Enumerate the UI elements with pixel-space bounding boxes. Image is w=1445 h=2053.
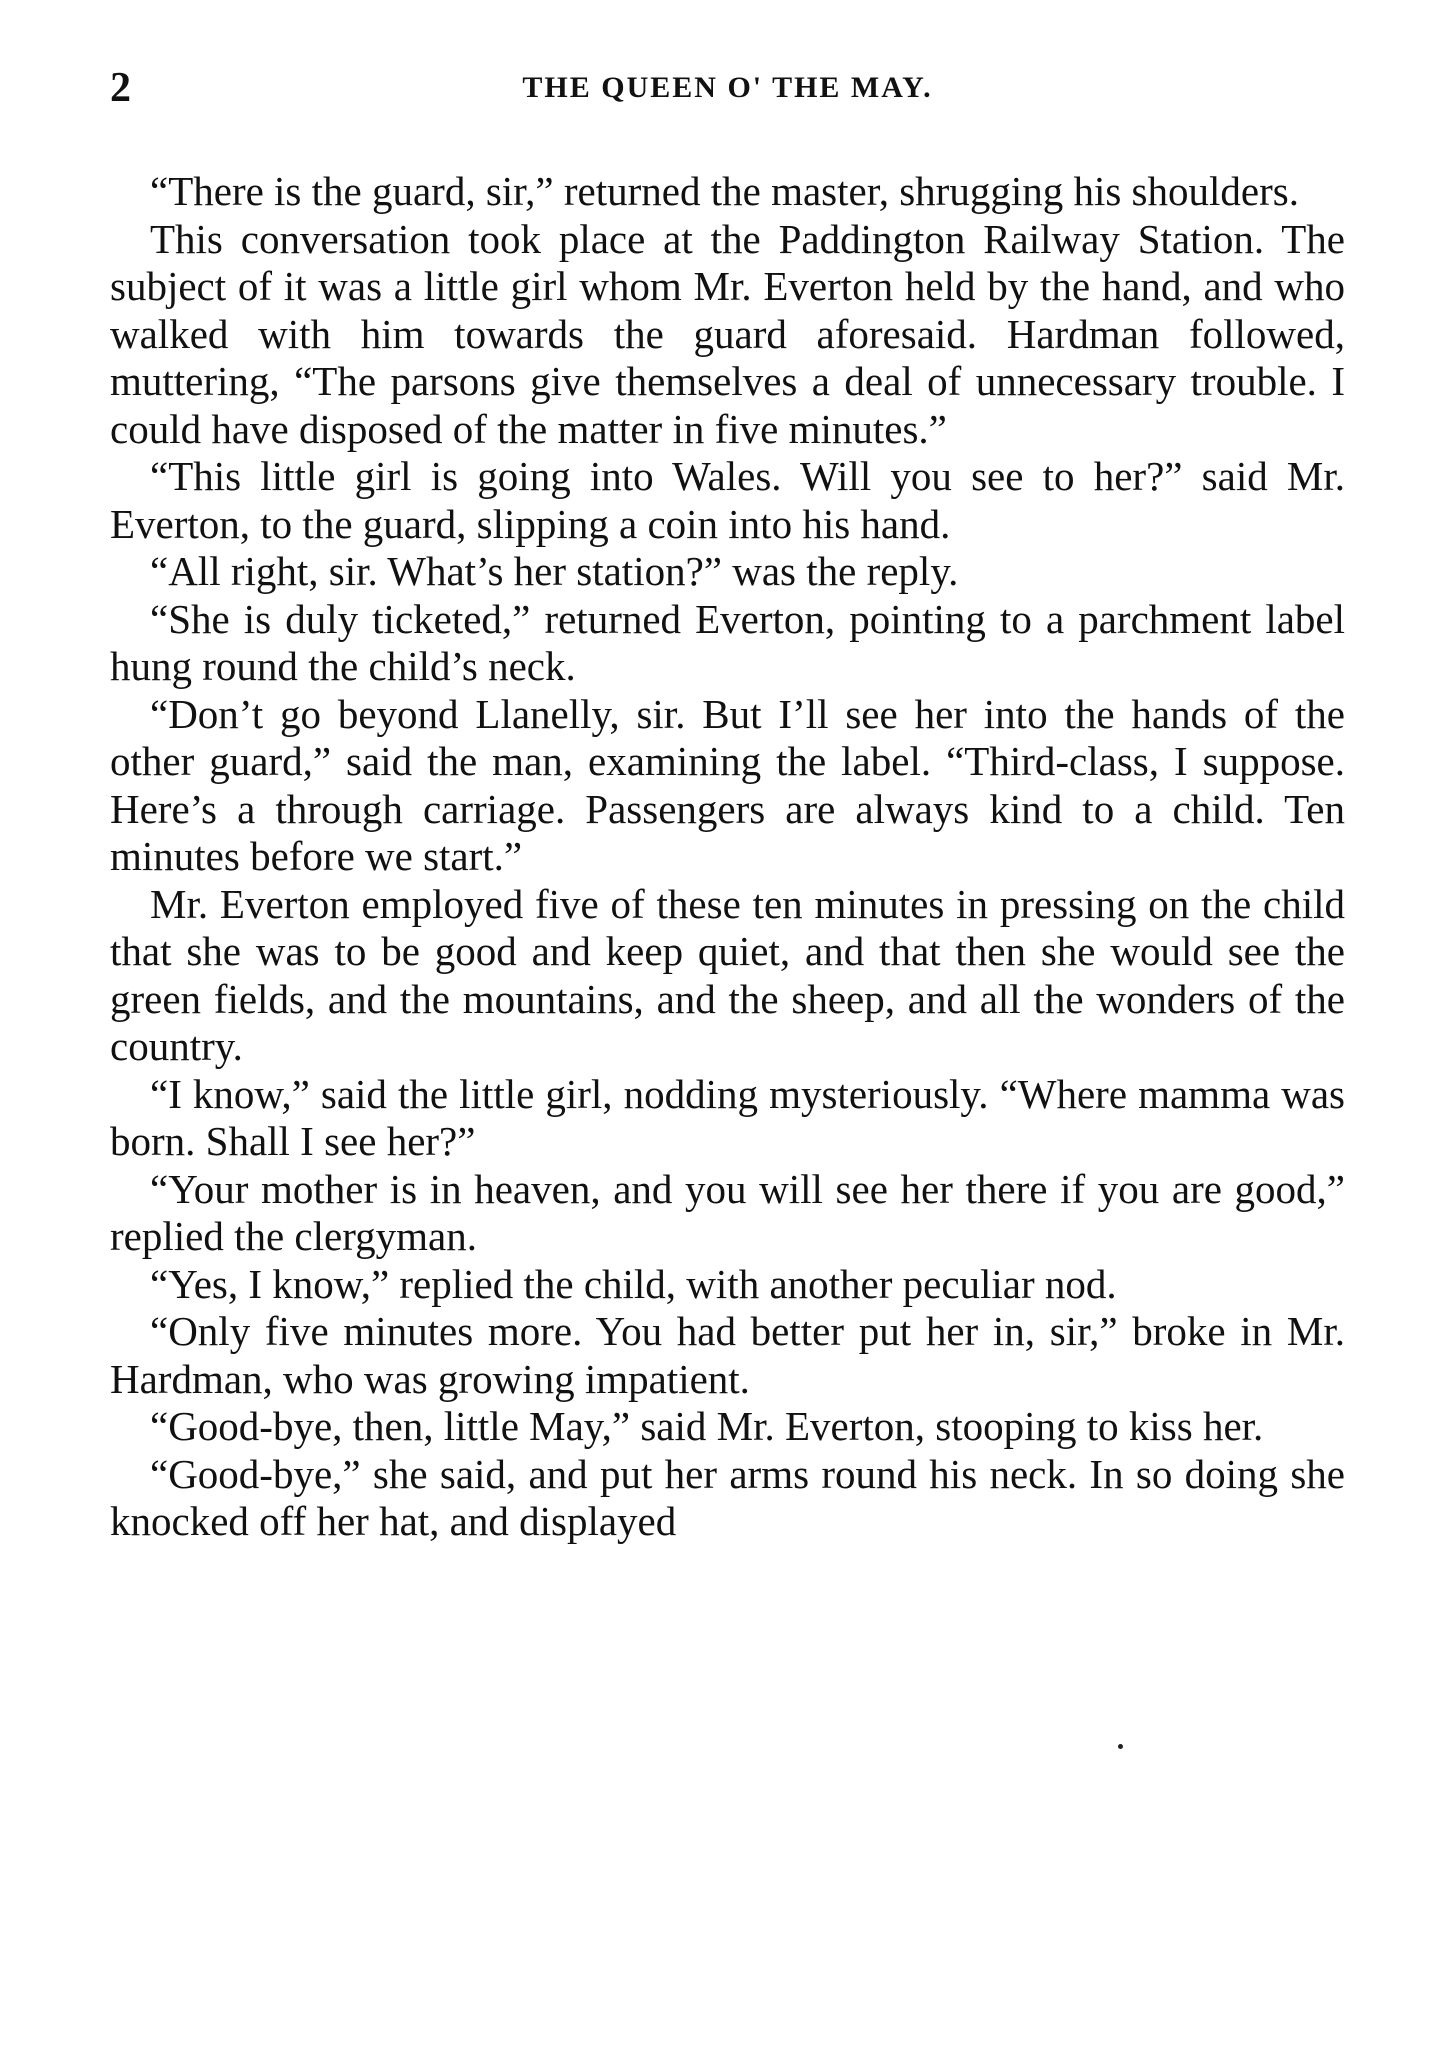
paragraph: “All right, sir. What’s her station?” was the reply. [150,548,959,594]
book-page [110,58,1345,1546]
paragraph: “She is duly ticketed,” returned Everton, pointing to a parchment label hung round the child’s neck. [110,595,1345,689]
paragraph: Mr. Everton employed five of these ten minutes in pressing on the child that she was to be good and keep quiet, and that then she would see the green fields, and the mountains, and the sheep, and all the wonders of the country. [110,880,1345,1069]
paragraph: “There is the guard, sir,” returned the master, shrugging his shoulders. [150,168,1299,214]
paragraph: “This little girl is going into Wales. Will you see to her?” said Mr. Everton, to the guard, slipping a coin into his hand. [110,453,1345,547]
paragraph: “Good-bye,” she said, and put her arms round his neck. In so doing she knocked off her hat, and displayed [110,1450,1345,1544]
paragraph: “Don’t go beyond Llanelly, sir. But I’ll see her into the hands of the other guard,” said the man, examining the label. “Third-class, I suppose. Here’s a through carriage. Passengers are always kind to a child. Ten minutes before we start.” [110,690,1345,879]
running-head [110,58,1345,118]
paragraph: “Only five minutes more. You had better put her in, sir,” broke in Mr. Hardman, who was growing impatient. [110,1308,1345,1402]
paragraph: “Yes, I know,” replied the child, with another peculiar nod. [150,1260,1117,1307]
running-title: THE QUEEN O' THE MAY. [522,71,933,104]
page-number: 2 [110,65,131,111]
body-text [110,168,1345,1546]
paragraph: “Good-bye, then, little May,” said Mr. Everton, stooping to kiss her. [150,1403,1264,1449]
paragraph: “I know,” said the little girl, nodding mysteriously. “Where mamma was born. Shall I see her?” [110,1070,1345,1164]
paragraph: This conversation took place at the Paddington Railway Station. The subject of it was a little girl whom Mr. Everton held by the hand, and who walked with him towards the guard aforesaid. Hardman followed, muttering, “The parsons give themselves a deal of unnecessary trouble. I could have disposed of the matter in five minutes.” [110,215,1345,452]
ink-speck [1118,1744,1123,1749]
paragraph: “Your mother is in heaven, and you will see her there if you are good,” replied the clergyman. [110,1165,1345,1259]
